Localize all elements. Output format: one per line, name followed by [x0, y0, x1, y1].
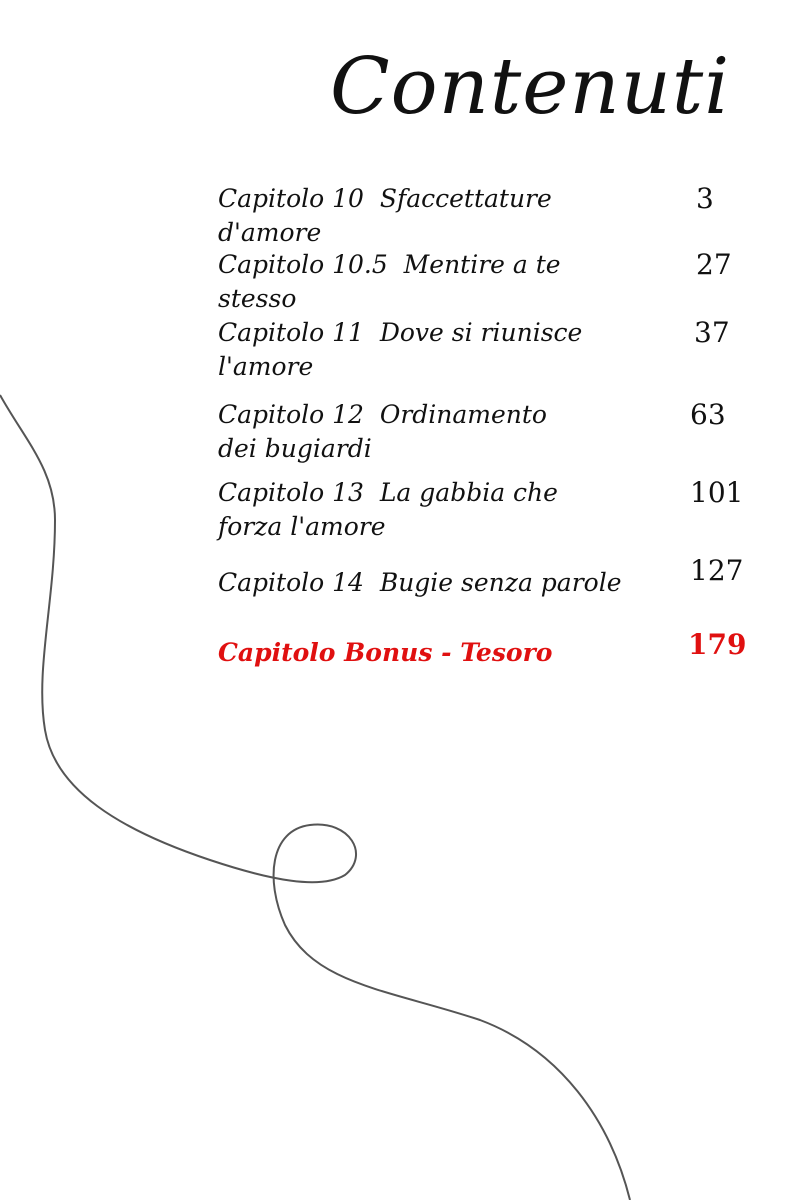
toc-entry-label: Capitolo 14 Bugie senza parole — [218, 568, 622, 597]
toc-entry-page: 63 — [690, 398, 726, 431]
toc-entry-page: 27 — [696, 248, 732, 281]
page-title: Contenuti — [330, 42, 731, 132]
toc-entry-label: Capitolo 13 La gabbia che forza l'amore — [218, 478, 566, 541]
toc-entry-label: Capitolo 10 Sfaccettature d'amore — [218, 184, 560, 247]
toc-entry-label: Capitolo Bonus - Tesoro — [218, 638, 553, 667]
toc-entry-page: 37 — [694, 316, 730, 349]
toc-entry-page: 127 — [690, 554, 744, 587]
toc-entry-page: 3 — [696, 182, 714, 215]
toc-entry-label: Capitolo 11 Dove si riunisce l'amore — [218, 318, 591, 381]
toc-entry-page: 179 — [688, 628, 747, 661]
toc-entry-label: Capitolo 12 Ordinamento dei bugiardi — [218, 400, 555, 463]
toc-entry-page: 101 — [690, 476, 744, 509]
toc-entry-label: Capitolo 10.5 Mentire a te stesso — [218, 250, 569, 313]
